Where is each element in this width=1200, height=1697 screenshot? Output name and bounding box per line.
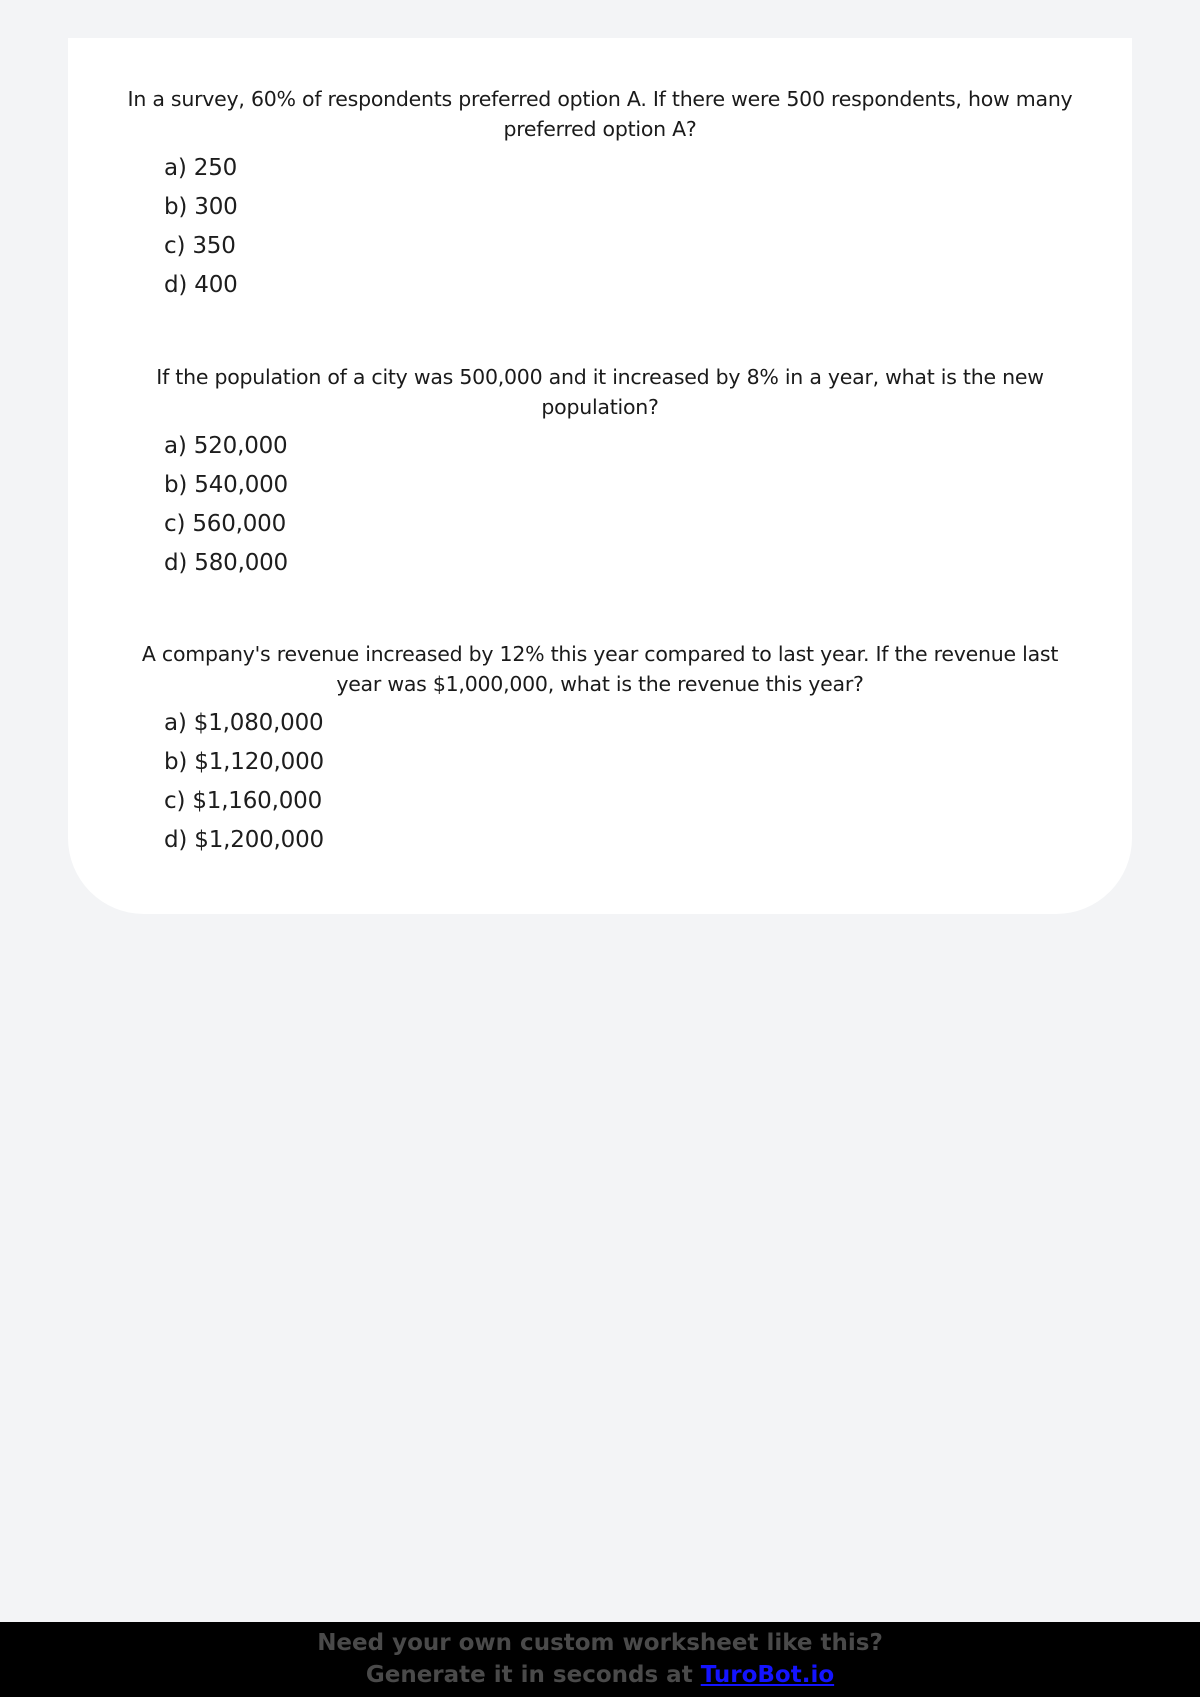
answer-option: d) 580,000 xyxy=(164,550,288,576)
question-text: In a survey, 60% of respondents preferred option A. If there were 500 respondents, how many preferred option A? xyxy=(127,87,1073,141)
answer-options xyxy=(164,427,1132,583)
answer-option: c) 560,000 xyxy=(164,511,287,537)
footer-cta-text: Generate it in seconds at xyxy=(365,1662,701,1688)
answer-option: b) 300 xyxy=(164,194,238,220)
question-text: A company's revenue increased by 12% this year compared to last year. If the revenue last year was $1,000,000, what is the revenue this year? xyxy=(141,642,1059,696)
footer-cta xyxy=(0,1659,1200,1691)
turobot-link[interactable]: TuroBot.io xyxy=(700,1662,835,1688)
question-text: If the population of a city was 500,000 and it increased by 8% in a year, what is the new population? xyxy=(156,365,1044,419)
promo-footer xyxy=(0,1622,1200,1697)
footer-headline: Need your own custom worksheet like this? xyxy=(317,1630,883,1656)
worksheet-card xyxy=(68,38,1132,914)
answer-option: a) 250 xyxy=(164,155,238,181)
answer-option: b) $1,120,000 xyxy=(164,749,324,775)
answer-option: d) $1,200,000 xyxy=(164,827,324,853)
answer-option: b) 540,000 xyxy=(164,472,288,498)
answer-option: a) $1,080,000 xyxy=(164,710,324,736)
answer-options xyxy=(164,149,1132,305)
answer-options xyxy=(164,704,1132,860)
question-1 xyxy=(68,84,1132,305)
question-2 xyxy=(68,362,1132,583)
answer-option: a) 520,000 xyxy=(164,433,288,459)
question-3 xyxy=(68,639,1132,860)
answer-option: d) 400 xyxy=(164,272,238,298)
answer-option: c) $1,160,000 xyxy=(164,788,323,814)
answer-option: c) 350 xyxy=(164,233,236,259)
